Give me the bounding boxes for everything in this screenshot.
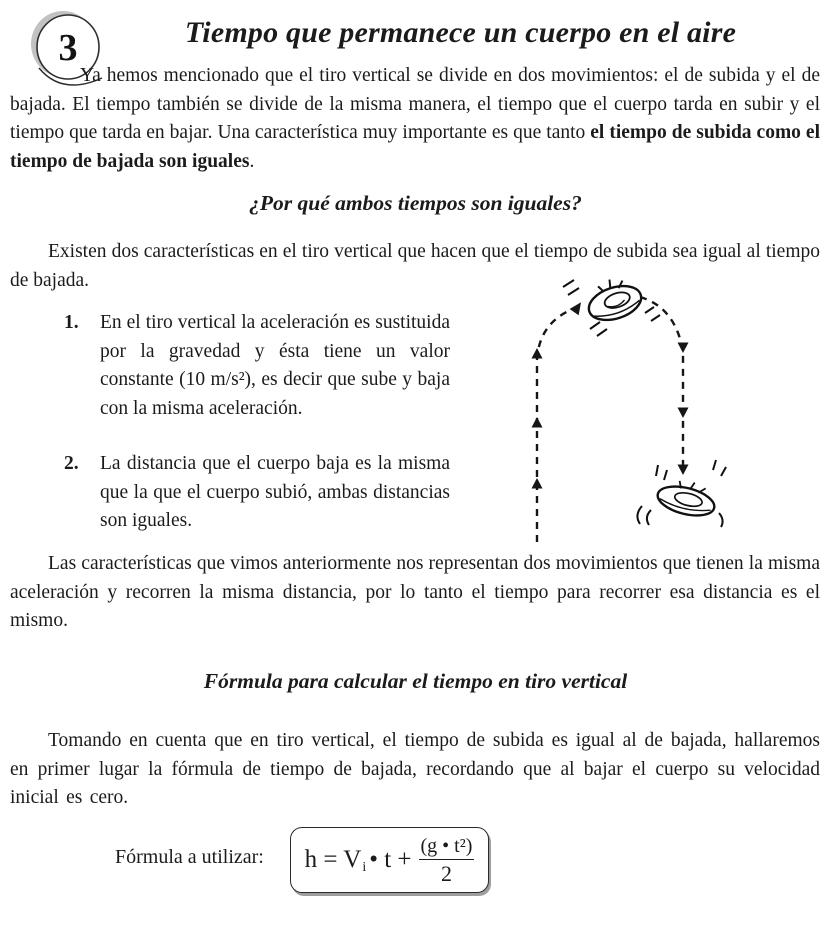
up-arrow-icon: [532, 348, 543, 359]
characteristics-list: [64, 309, 450, 536]
intro-text: Ya hemos mencionado que el tiro vertical se divide en dos movimientos: el de subida y el de bajada. El tiempo también se divide de la misma manera, el tiempo que el cuerpo tarda en subir y el tiempo que tarda en bajar. Una característica muy importante es que tanto: [10, 65, 820, 143]
intro-paragraph: [10, 62, 820, 176]
formula-box: [290, 827, 489, 893]
why-equal-lead-paragraph: Existen dos características en el tiro vertical que hacen que el tiempo de subida sea igual al tiempo de bajada.: [10, 241, 820, 291]
page-title: Tiempo que permanece un cuerpo en el aire: [184, 16, 737, 49]
cap-trajectory-illustration: [493, 263, 751, 548]
descent-dashed-path: [640, 297, 683, 470]
list-item: [64, 309, 450, 423]
formula-label: Fórmula a utilizar:: [115, 846, 264, 868]
formula-subscript: i: [362, 860, 367, 875]
list-item-text: En el tiro vertical la aceleración es sustituida por la gravedad y ésta tiene un valor constante (10 m/s²), es decir que sube y baja con la misma aceleración.: [100, 312, 450, 419]
trajectory-arrow-icons: [532, 299, 689, 488]
conclusion-paragraph: Las características que vimos anteriormente nos representan dos movimientos que tienen la misma aceleración y recorren la misma distancia, por lo tanto el tiempo para recorrer esa distancia es el mismo.: [10, 553, 820, 631]
up-arrow-icon: [532, 478, 543, 489]
formula-fraction: [419, 836, 475, 885]
section-heading-formula: Fórmula para calcular el tiempo en tiro vertical: [203, 669, 628, 693]
formula-lead-paragraph: Tomando en cuenta que en tiro vertical, el tiempo de subida es igual al de bajada, hallaremos en primer lugar la fórmula de tiempo de bajada, recordando que al bajar el cuerpo su velocidad inicial es cero.: [10, 730, 820, 808]
badge-number: 3: [58, 27, 78, 69]
ascent-dashed-path: [537, 309, 573, 542]
down-arrow-icon: [678, 343, 689, 354]
cap-top-icon: [582, 272, 646, 326]
list-item-number: 1.: [64, 312, 79, 333]
intro-period: .: [249, 150, 255, 172]
up-right-arrow-icon: [570, 299, 586, 315]
list-item-number: 2.: [64, 453, 79, 474]
down-arrow-icon: [678, 408, 689, 419]
formula-equation: [305, 836, 475, 885]
down-arrow-icon: [678, 465, 689, 476]
up-arrow-icon: [532, 417, 543, 428]
fraction-denominator: 2: [440, 860, 452, 886]
formula-middle: • t +: [369, 846, 412, 873]
intro-bold-text: el tiempo de subida como el tiempo de bajada son iguales: [10, 122, 821, 172]
formula-lhs: h = V: [304, 846, 362, 873]
section-heading-why-equal: ¿Por qué ambos tiempos son iguales?: [249, 191, 582, 215]
fraction-numerator: (g • t²): [419, 836, 475, 860]
list-item: [64, 450, 450, 536]
cap-bottom-icon: [655, 475, 719, 521]
list-item-text: La distancia que el cuerpo baja es la misma que la que el cuerpo subió, ambas distancias son iguales.: [100, 453, 450, 531]
